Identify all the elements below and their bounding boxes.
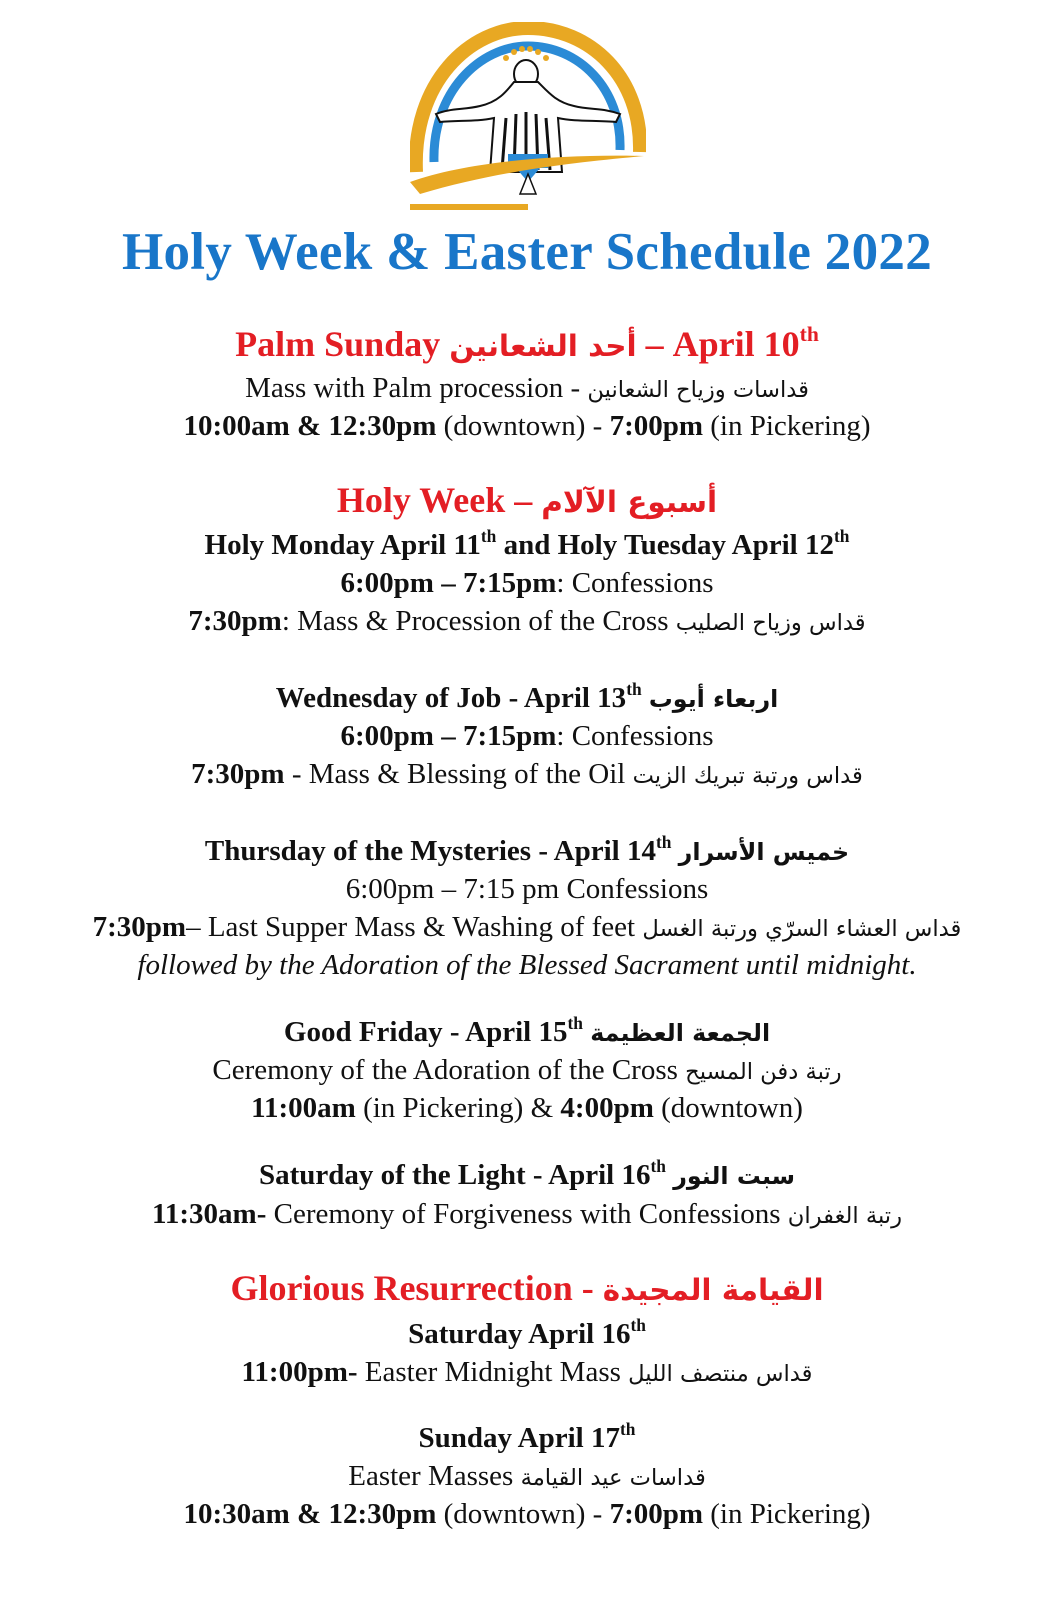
holy-week-heading: Holy Week – أسبوع الآلام: [336, 480, 718, 520]
saturday-light-ceremony: 11:30am- Ceremony of Forgiveness with Confessions رتبة الغفران: [151, 1198, 903, 1230]
resurrection-heading: Glorious Resurrection - القيامة المجيدة: [230, 1268, 824, 1308]
resurrection-easter-masses: Easter Masses قداسات عيد القيامة: [348, 1460, 706, 1492]
wednesday-mass: 7:30pm - Mass & Blessing of the Oil قداس ورتبة تبريك الزيت: [191, 758, 863, 790]
resurrection-saturday-day: Saturday April 16th: [408, 1314, 646, 1350]
friday-day: Good Friday - April 15th الجمعة العظيمة: [283, 1012, 771, 1048]
mon-tue-mass: 7:30pm: Mass & Procession of the Cross قداس وزياح الصليب: [188, 605, 866, 637]
mon-tue-day: Holy Monday April 11th and Holy Tuesday April 12th: [204, 525, 850, 561]
saturday-light-day: Saturday of the Light - April 16th سبت النور: [258, 1155, 796, 1191]
resurrection-midnight-mass: 11:00pm- Easter Midnight Mass قداس منتصف الليل: [241, 1356, 813, 1388]
mon-tue-confessions: 6:00pm – 7:15pm: Confessions: [340, 567, 714, 599]
thursday-confessions: 6:00pm – 7:15 pm Confessions: [345, 873, 709, 905]
friday-ceremony: Ceremony of the Adoration of the Cross رتبة دفن المسيح: [212, 1054, 842, 1086]
church-statue-logo-icon: [410, 22, 646, 218]
thursday-mass: 7:30pm– Last Supper Mass & Washing of feet قداس العشاء السرّي ورتبة الغسل: [92, 911, 962, 943]
wednesday-day: Wednesday of Job - April 13th اربعاء أيوب: [275, 678, 779, 714]
palm-sunday-heading: Palm Sunday أحد الشعانين – April 10th: [235, 321, 819, 364]
thursday-note: followed by the Adoration of the Blessed Sacrament until midnight.: [137, 949, 917, 981]
palm-sunday-description: Mass with Palm procession - قداسات وزياح الشعانين: [245, 372, 809, 404]
resurrection-sunday-day: Sunday April 17th: [418, 1418, 636, 1454]
palm-sunday-times: 10:00am & 12:30pm (downtown) - 7:00pm (in Pickering): [183, 410, 871, 442]
friday-times: 11:00am (in Pickering) & 4:00pm (downtown): [251, 1092, 803, 1124]
wednesday-confessions: 6:00pm – 7:15pm: Confessions: [340, 720, 714, 752]
resurrection-sunday-times: 10:30am & 12:30pm (downtown) - 7:00pm (in Pickering): [183, 1498, 871, 1530]
page-title: Holy Week & Easter Schedule 2022: [121, 223, 932, 281]
thursday-day: Thursday of the Mysteries - April 14th خميس الأسرار: [204, 831, 850, 867]
